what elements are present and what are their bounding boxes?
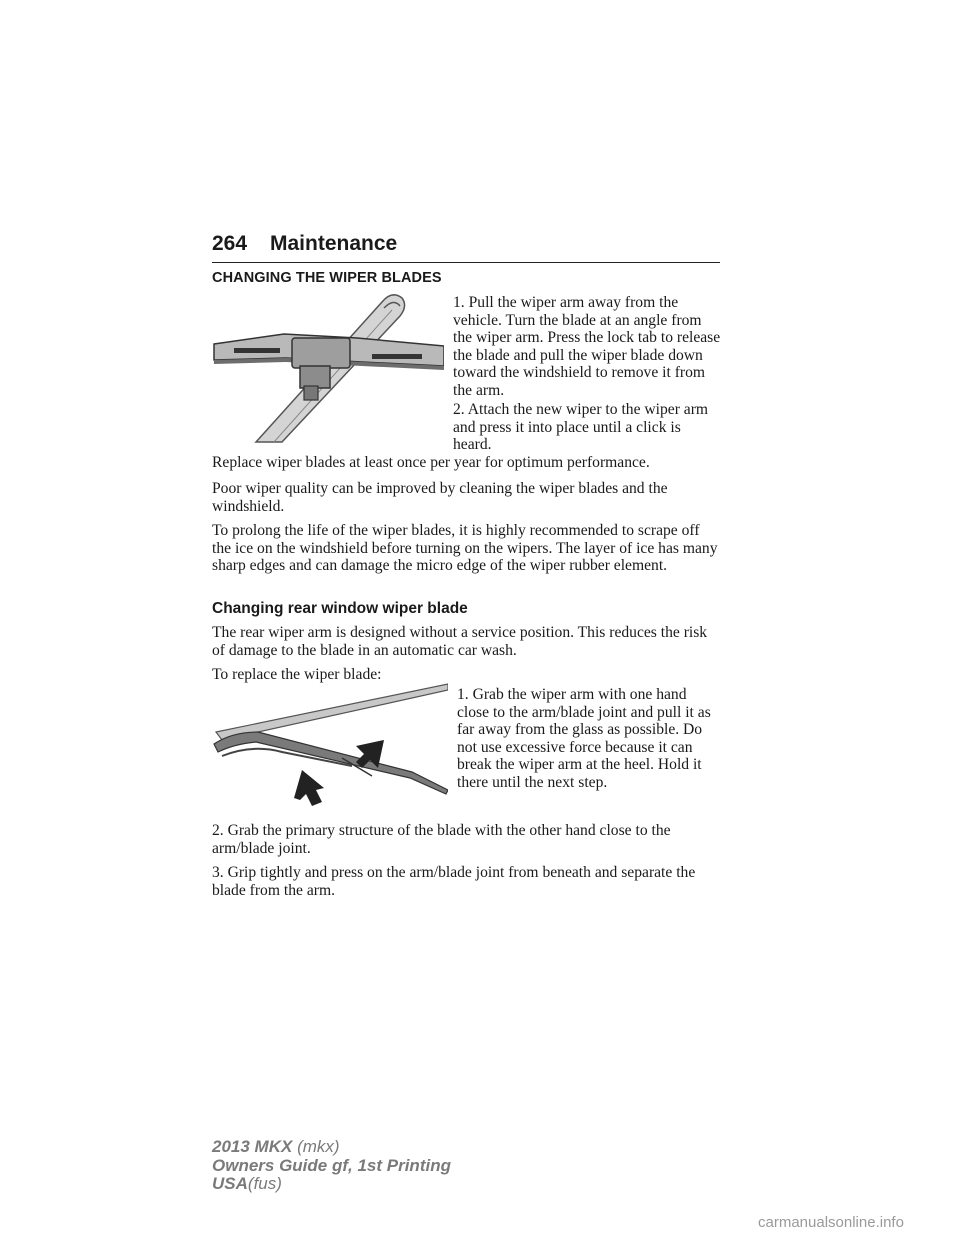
wiper-blade-illustration: [212, 288, 444, 444]
watermark: carmanualsonline.info: [758, 1214, 904, 1231]
footer-region: USA: [212, 1174, 248, 1193]
rear-step-1-text: 1. Grab the wiper arm with one hand close to the arm/blade joint and pull it as far away from the glass as possible. Do not use excessive force because it can break the wiper arm at the heel. Hold it there until the next step.: [457, 686, 711, 791]
rear-step-3-text: 3. Grip tightly and press on the arm/blade joint from beneath and separate the blade from the arm.: [212, 864, 696, 899]
paragraph-replace-blades: Replace wiper blades at least once per year for optimum performance.: [212, 454, 650, 471]
footer-guide: Owners Guide gf, 1st Printing: [212, 1155, 451, 1175]
page-header: [212, 232, 720, 263]
footer-model: 2013 MKX: [212, 1137, 293, 1156]
section-heading: CHANGING THE WIPER BLADES: [212, 270, 442, 286]
page-footer: [212, 1138, 451, 1194]
rear-intro-text: The rear wiper arm is designed without a service position. This reduces the risk of damage to the blade in an automatic car wash.: [212, 624, 708, 659]
step-2-text: 2. Attach the new wiper to the wiper arm and press it into place until a click is heard.: [453, 401, 709, 453]
rear-wiper-illustration: [212, 680, 448, 818]
footer-region-code: (fus): [247, 1174, 282, 1193]
step-1-text: 1. Pull the wiper arm away from the vehicle. Turn the blade at an angle from the wiper arm. Press the lock tab to release the blade and pull the wiper blade down toward the windshield to remove it from the arm.: [453, 294, 721, 399]
paragraph-wiper-quality: Poor wiper quality can be improved by cleaning the wiper blades and the windshield.: [212, 480, 668, 515]
rear-lead-text: To replace the wiper blade:: [212, 666, 382, 683]
page-number: 264: [212, 232, 248, 255]
footer-model-code: (mkx): [297, 1137, 340, 1156]
rear-wiper-heading: Changing rear window wiper blade: [212, 600, 468, 617]
paragraph-ice: To prolong the life of the wiper blades, it is highly recommended to scrape off the ice on the windshield before turning on the wipers. The layer of ice has many sharp edges and can damage the micro edge of the wiper rubber element.: [212, 522, 718, 574]
section-title: Maintenance: [270, 232, 398, 255]
rear-step-2-text: 2. Grab the primary structure of the blade with the other hand close to the arm/blade joint.: [212, 822, 671, 857]
